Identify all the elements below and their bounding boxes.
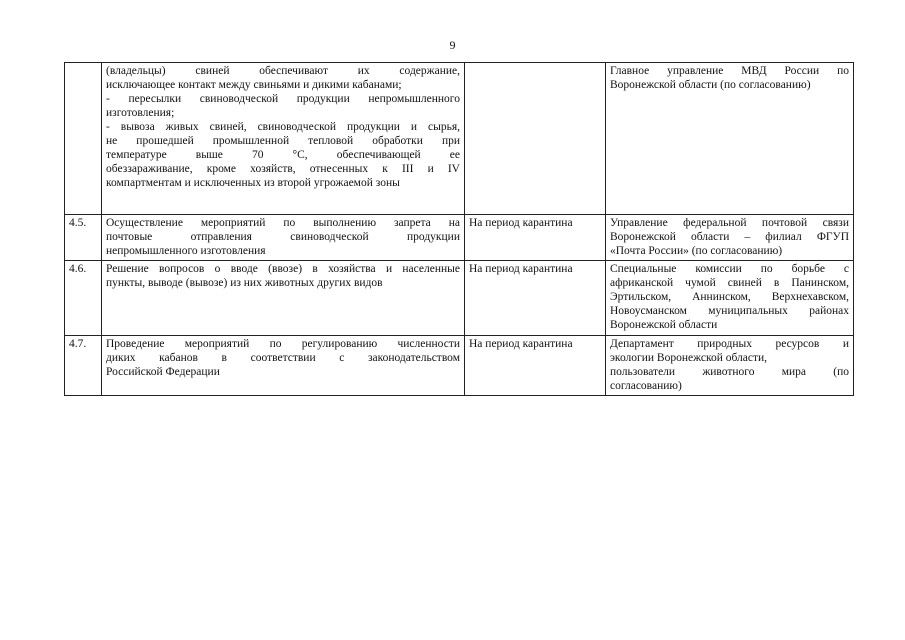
responsible-line: Главное управление МВД России по — [610, 65, 849, 77]
action-line: не прошедшей промышленной тепловой обработки при — [106, 135, 460, 147]
responsible-line: Воронежской области (по согласованию) — [610, 79, 811, 91]
responsible-line: Воронежской области – филиал ФГУП — [610, 231, 849, 243]
responsible-line: Специальные комиссии по борьбе с — [610, 263, 849, 275]
table-row — [65, 261, 854, 336]
action-line: исключающее контакт между свиньями и дикими кабанами; — [106, 79, 402, 91]
action-line: Осуществление мероприятий по выполнению запрета на — [106, 217, 460, 229]
action-cell — [102, 63, 465, 215]
action-line: почтовые отправления свиноводческой продукции — [106, 231, 460, 243]
measures-table — [64, 62, 854, 396]
action-line: Проведение мероприятий по регулированию численности — [106, 338, 460, 350]
responsible-line: Департамент природных ресурсов и — [610, 338, 849, 350]
page-number: 9 — [449, 38, 456, 52]
responsible-cell — [606, 261, 854, 336]
responsible-line: согласованию) — [610, 380, 682, 392]
responsible-line: пользователи животного мира (по — [610, 366, 849, 378]
responsible-line: «Почта России» (по согласованию) — [610, 245, 783, 257]
row-number-cell — [65, 63, 102, 215]
action-line: - пересылки свиноводческой продукции непромышленного — [106, 93, 460, 105]
action-line: диких кабанов в соответствии с законодательством — [106, 352, 460, 364]
action-line: изготовления; — [106, 107, 175, 119]
term-cell: На период карантина — [465, 261, 606, 336]
row-number-cell: 4.7. — [65, 336, 102, 396]
action-line: Российской Федерации — [106, 366, 220, 378]
responsible-line: Новоусманском муниципальных районах — [610, 305, 849, 317]
responsible-cell — [606, 63, 854, 215]
table-row — [65, 215, 854, 261]
term-cell: На период карантина — [465, 215, 606, 261]
action-cell — [102, 261, 465, 336]
action-line: температуре выше 70 °С, обеспечивающей ее — [106, 149, 460, 161]
responsible-line: Воронежской области — [610, 319, 718, 331]
action-line: - вывоза живых свиней, свиноводческой продукции и сырья, — [106, 121, 460, 133]
action-line: обеззараживание, кроме хозяйств, отнесенных к III и IV — [106, 163, 460, 175]
table-row — [65, 336, 854, 396]
row-number-cell: 4.6. — [65, 261, 102, 336]
action-line: Решение вопросов о вводе (ввозе) в хозяйства и населенные — [106, 263, 460, 275]
responsible-line: экологии Воронежской области, — [610, 352, 768, 364]
action-cell — [102, 215, 465, 261]
action-line: непромышленного изготовления — [106, 245, 266, 257]
action-line: пункты, выводе (вывозе) из них животных других видов — [106, 277, 383, 289]
term-cell: На период карантина — [465, 336, 606, 396]
responsible-cell — [606, 215, 854, 261]
action-cell — [102, 336, 465, 396]
action-line: (владельцы) свиней обеспечивают их содержание, — [106, 65, 460, 77]
action-line: компартментам и исключенных из второй угрожаемой зоны — [106, 177, 400, 189]
responsible-line: Управление федеральной почтовой связи — [610, 217, 849, 229]
responsible-cell — [606, 336, 854, 396]
responsible-line: Эртильском, Аннинском, Верхнехавском, — [610, 291, 849, 303]
term-cell — [465, 63, 606, 215]
responsible-line: африканской чумой свиней в Панинском, — [610, 277, 849, 289]
table-row — [65, 63, 854, 215]
row-number-cell: 4.5. — [65, 215, 102, 261]
